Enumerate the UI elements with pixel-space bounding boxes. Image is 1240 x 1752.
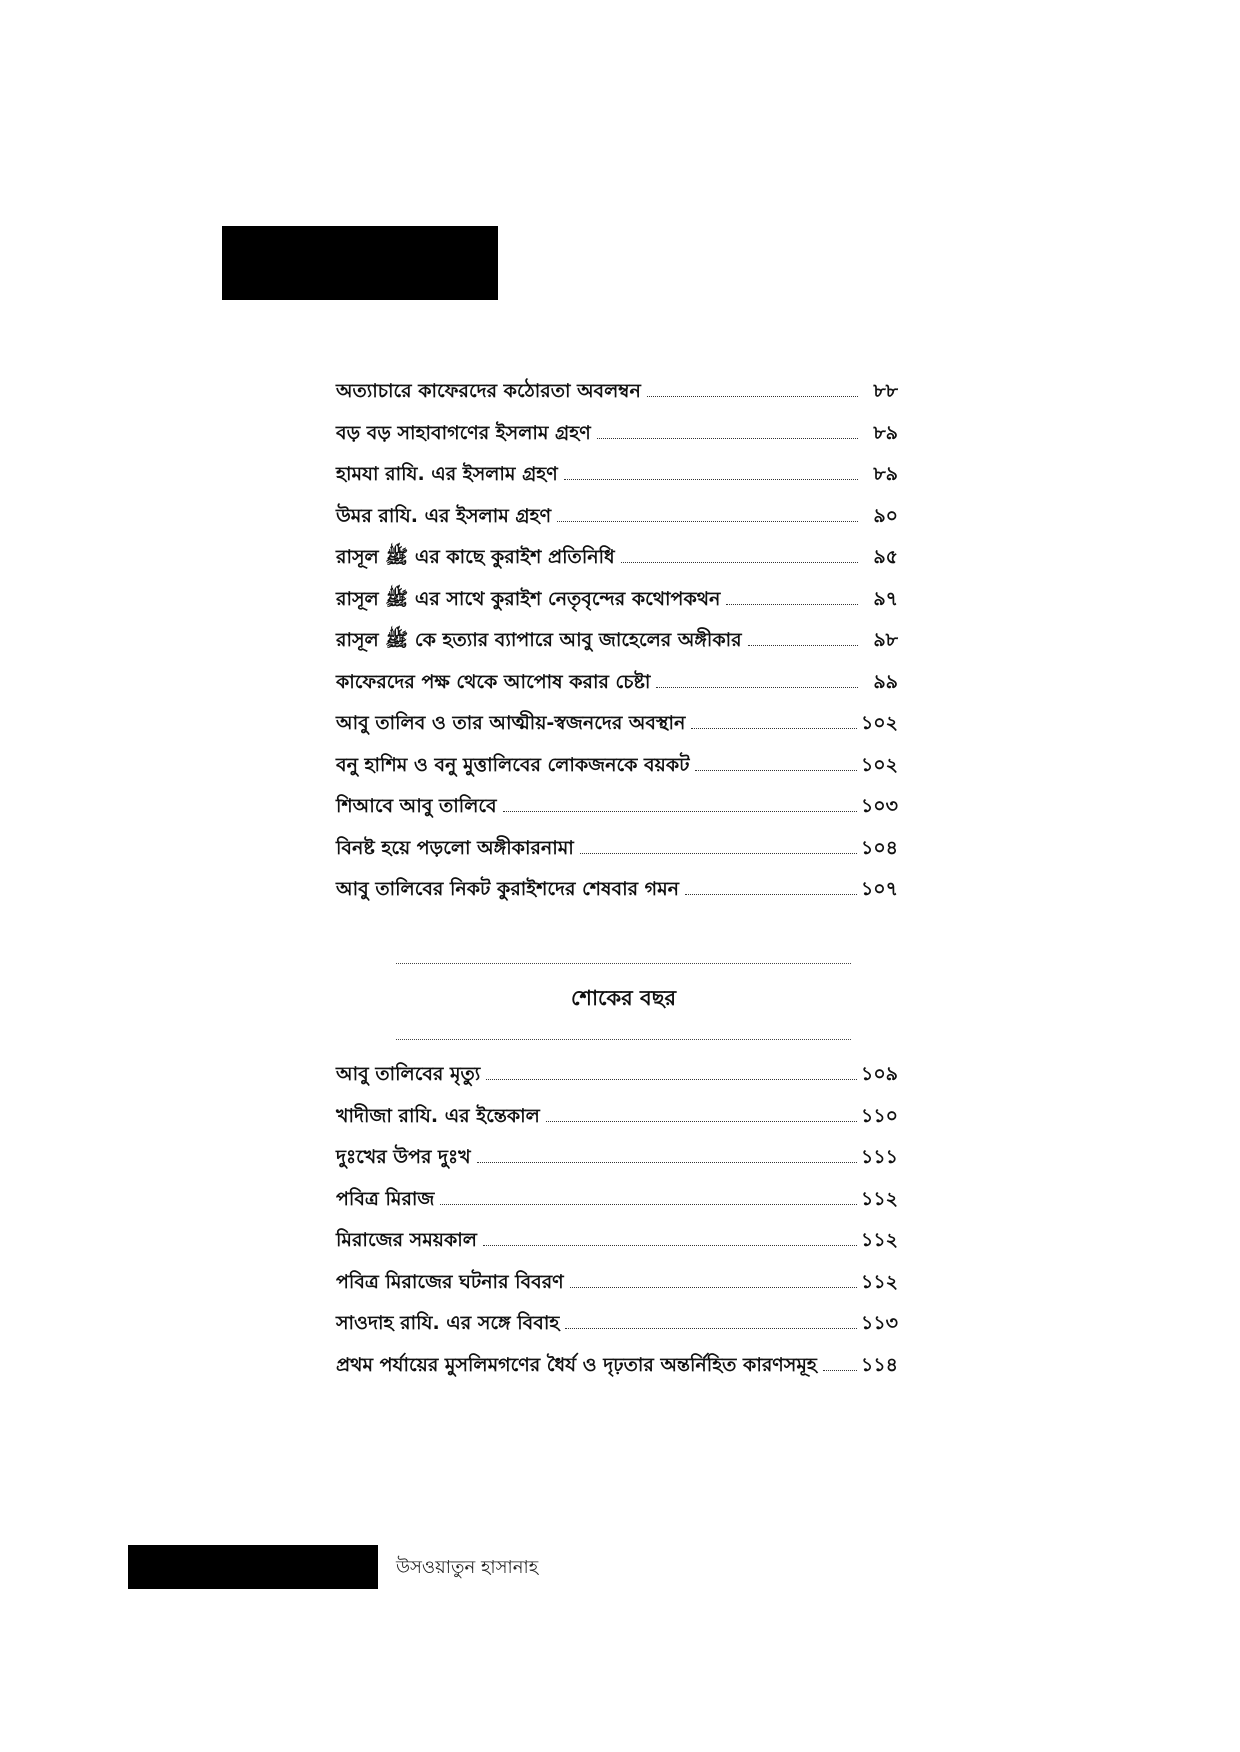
dot-leader (557, 521, 858, 522)
toc-entry-title: রাসূল ﷺ এর কাছে কুরাইশ প্রতিনিধি (336, 546, 615, 568)
dot-leader (656, 687, 858, 688)
toc-entry-page: ১১০ (860, 1104, 898, 1127)
toc-entry-title: দুঃখের উপর দুঃখ (336, 1146, 471, 1168)
header-black-block (222, 226, 498, 300)
toc-entry[interactable] (336, 792, 898, 834)
toc-entry-page: ১১৩ (860, 1312, 898, 1334)
toc-entry[interactable] (336, 668, 898, 710)
toc-entry-title: মিরাজের সময়কাল (336, 1229, 477, 1251)
dot-leader (621, 562, 858, 563)
dot-leader (503, 811, 857, 812)
toc-entry-title: প্রথম পর্যায়ের মুসলিমগণের ধৈর্য ও দৃঢ়তার অন্তর্নিহিত কারণসমূহ (336, 1353, 817, 1376)
toc-entry[interactable] (336, 875, 898, 917)
toc-entry[interactable] (336, 1185, 898, 1227)
toc-entry-page: ৮৯ (873, 463, 898, 485)
toc-entry-title: রাসূল ﷺ কে হত্যার ব্যাপারে আবু জাহেলের অঙ্গীকার (336, 629, 742, 651)
toc-entry-page: ১০৭ (860, 878, 898, 900)
toc-entry[interactable] (336, 1351, 898, 1393)
dot-leader (695, 770, 856, 771)
toc-entry-title: কাফেরদের পক্ষ থেকে আপোষ করার চেষ্টা (336, 670, 651, 693)
section-divider-bottom (396, 1039, 851, 1040)
toc-entry-title: পবিত্র মিরাজের ঘটনার বিবরণ (336, 1270, 564, 1293)
footer-book-title: উসওয়াতুন হাসানাহ (396, 1557, 539, 1578)
toc-entry-page: ১১২ (860, 1270, 898, 1293)
toc-entry-title: হামযা রাযি. এর ইসলাম গ্রহণ (336, 463, 558, 485)
toc-entry[interactable] (336, 1060, 898, 1102)
toc-entry[interactable] (336, 626, 898, 668)
toc-entry[interactable] (336, 502, 898, 544)
toc-entry-page: ১০৯ (860, 1063, 898, 1085)
toc-entry-title: আবু তালিবের নিকট কুরাইশদের শেষবার গমন (336, 878, 680, 900)
toc-entry[interactable] (336, 1268, 898, 1310)
toc-entry[interactable] (336, 377, 898, 419)
dot-leader (570, 1287, 857, 1288)
dot-leader (597, 438, 858, 439)
dot-leader (483, 1245, 857, 1246)
toc-entry-page: ১০৩ (860, 795, 898, 817)
toc-entry-title: সাওদাহ রাযি. এর সঙ্গে বিবাহ (336, 1312, 560, 1334)
toc-entry[interactable] (336, 543, 898, 585)
toc-entry[interactable] (336, 419, 898, 461)
dot-leader (486, 1079, 857, 1080)
dot-leader (748, 645, 858, 646)
toc-entry-page: ৮৯ (873, 421, 898, 444)
toc-entry-page: ১০৪ (860, 836, 898, 859)
dot-leader (823, 1370, 857, 1371)
footer-black-block (128, 1545, 378, 1589)
toc-entry-page: ১১১ (861, 1146, 898, 1168)
toc-entry[interactable] (336, 751, 898, 793)
toc-entry-page: ১১৪ (861, 1353, 898, 1376)
toc-entry[interactable] (336, 834, 898, 876)
toc-entry-page: ১০২ (860, 712, 898, 734)
toc-entry-page: ৯৮ (873, 629, 898, 651)
toc-entry-page: ৯০ (873, 504, 898, 527)
toc-entry-title: অত্যাচারে কাফেরদের কঠোরতা অবলম্বন (336, 380, 641, 402)
dot-leader (565, 1328, 857, 1329)
toc-entry-title: বড় বড় সাহাবাগণের ইসলাম গ্রহণ (336, 421, 591, 444)
toc-entry-title: পবিত্র মিরাজ (336, 1187, 435, 1210)
dot-leader (546, 1121, 857, 1122)
toc-entry-title: রাসূল ﷺ এর সাথে কুরাইশ নেতৃবৃন্দের কথোপকথন (336, 587, 721, 610)
toc-entry[interactable] (336, 1309, 898, 1351)
toc-section-1 (336, 377, 898, 917)
toc-entry-page: ৯৯ (873, 670, 898, 693)
toc-entry-title: বনু হাশিম ও বনু মুত্তালিবের লোকজনকে বয়কট (336, 753, 690, 776)
toc-entry-page: ১১২ (860, 1187, 898, 1210)
dot-leader (726, 604, 858, 605)
toc-entry-title: বিনষ্ট হয়ে পড়লো অঙ্গীকারনামা (336, 836, 574, 859)
toc-entry[interactable] (336, 709, 898, 751)
dot-leader (564, 479, 858, 480)
section-heading: শোকের বছর (571, 986, 676, 1010)
toc-entry-page: ৯৭ (873, 587, 898, 610)
toc-entry-page: ৮৮ (873, 380, 898, 402)
toc-entry-page: ১১২ (860, 1229, 898, 1251)
toc-entry-page: ১০২ (860, 753, 898, 776)
toc-entry[interactable] (336, 1143, 898, 1185)
toc-entry-title: শিআবে আবু তালিবে (336, 795, 497, 817)
dot-leader (477, 1162, 857, 1163)
dot-leader (685, 894, 857, 895)
toc-entry[interactable] (336, 585, 898, 627)
toc-entry[interactable] (336, 460, 898, 502)
toc-section-2 (336, 1060, 898, 1392)
toc-entry-title: খাদীজা রাযি. এর ইন্তেকাল (336, 1104, 540, 1127)
dot-leader (691, 728, 857, 729)
dot-leader (440, 1204, 857, 1205)
toc-entry-title: আবু তালিব ও তার আত্মীয়-স্বজনদের অবস্থান (336, 712, 686, 734)
toc-entry[interactable] (336, 1102, 898, 1144)
dot-leader (580, 853, 857, 854)
toc-entry-page: ৯৫ (873, 546, 898, 568)
dot-leader (647, 396, 858, 397)
section-divider-top (396, 963, 851, 964)
toc-entry-title: আবু তালিবের মৃত্যু (336, 1063, 481, 1085)
toc-entry[interactable] (336, 1226, 898, 1268)
toc-entry-title: উমর রাযি. এর ইসলাম গ্রহণ (336, 504, 552, 527)
